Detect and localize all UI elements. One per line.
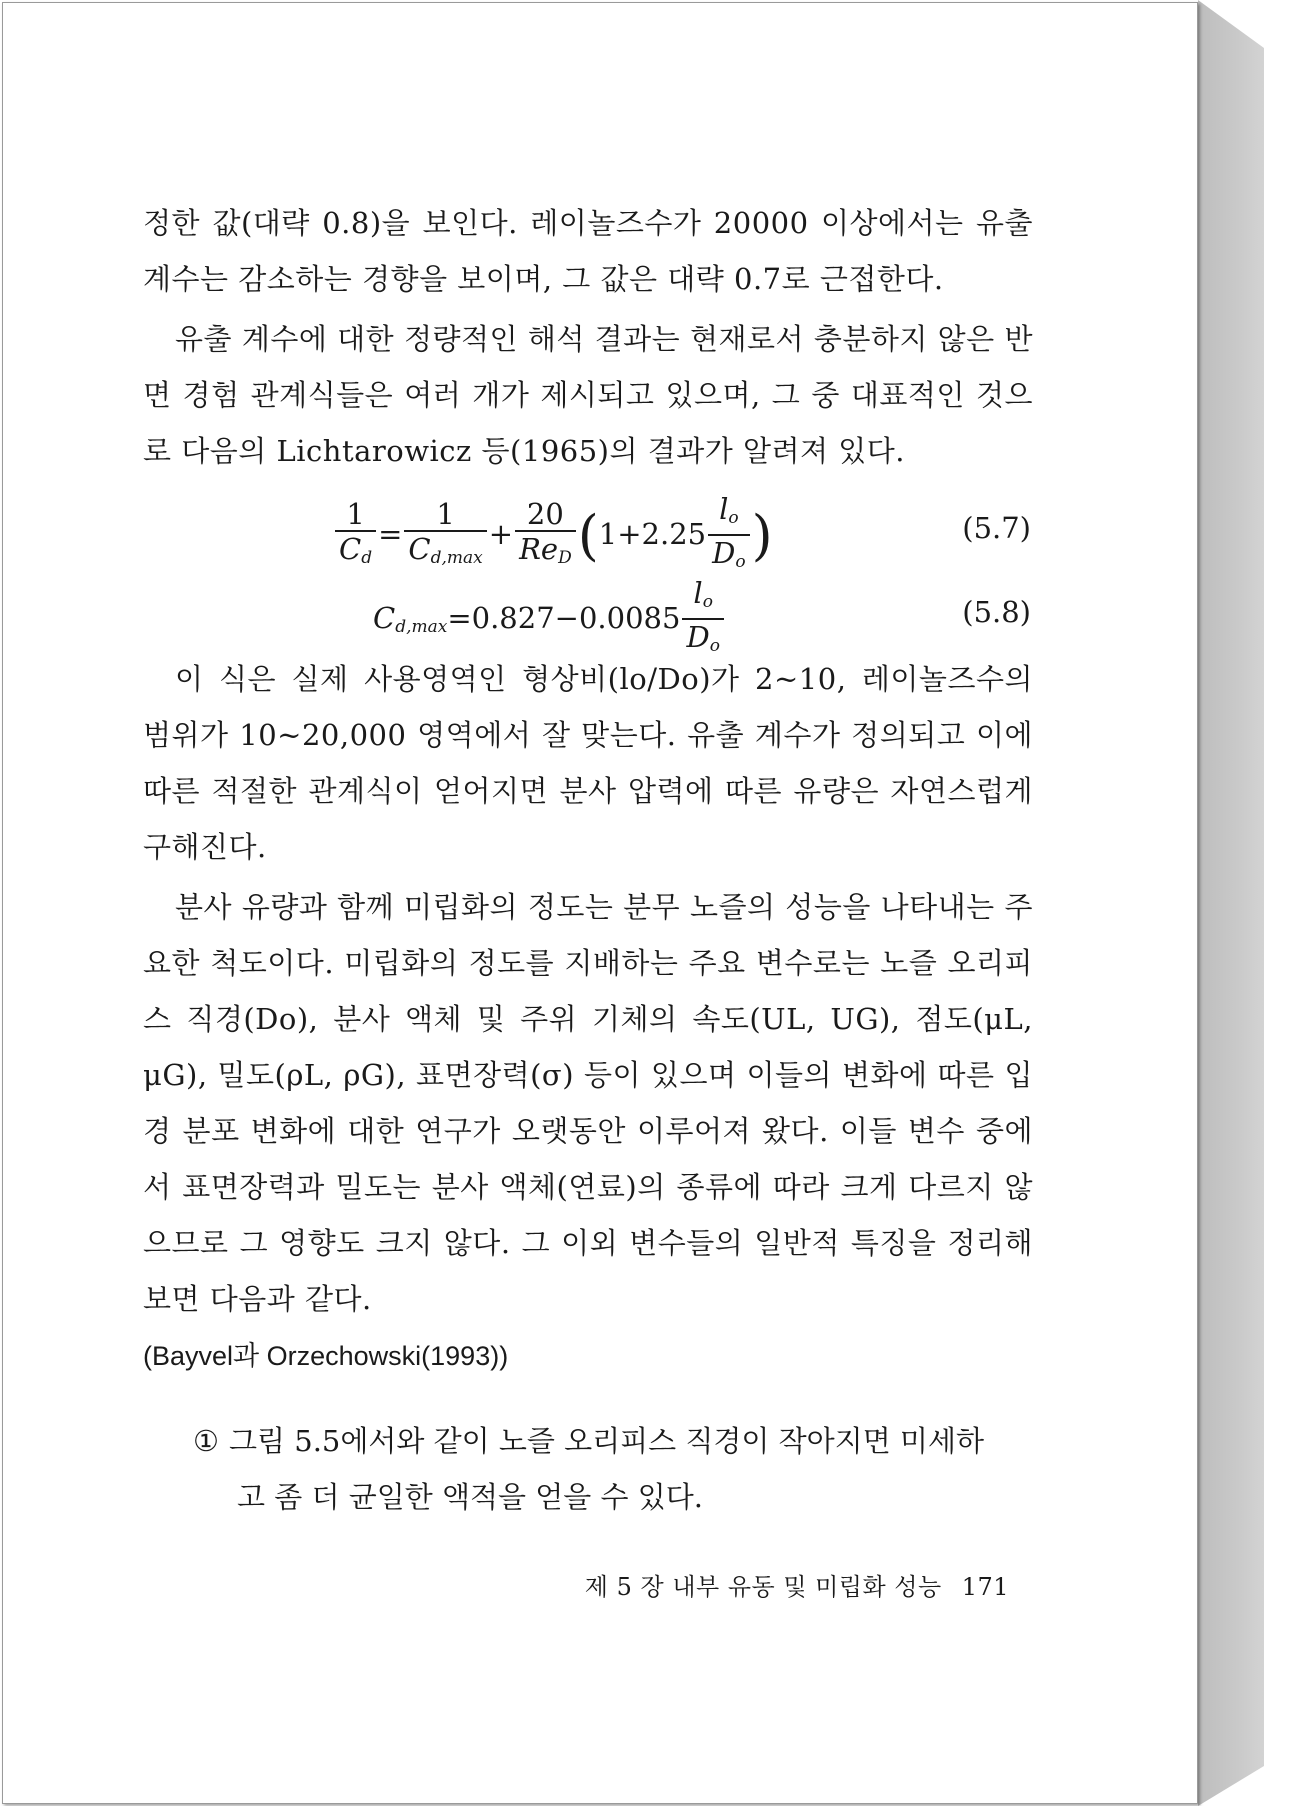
eq1-term1-fraction	[404, 498, 486, 575]
equation-number: (5.8)	[962, 595, 1031, 629]
page-body	[143, 195, 1033, 1381]
eq2-ratio-num-subscript: o	[702, 592, 713, 612]
eq1-inner-expression: 1+2.25	[598, 517, 707, 551]
eq1-term2-numerator: 20	[526, 496, 564, 531]
eq2-ratio-numerator	[682, 577, 724, 618]
eq1-equals: =	[378, 517, 403, 551]
eq1-term2-den-symbol: Re	[519, 531, 559, 566]
running-footer	[553, 1567, 1009, 1602]
chapter-title: 제 5 장 내부 유동 및 미립화 성능	[584, 1573, 942, 1601]
eq2-rhs-expression: =0.827−0.0085	[447, 601, 681, 635]
eq1-term1-numerator: 1	[436, 496, 455, 531]
eq2-ratio-den-symbol: D	[686, 620, 710, 654]
eq1-term1-den-subscript: d,max	[430, 547, 483, 568]
paragraph-3: 이 식은 실제 사용영역인 형상비(lo/Do)가 2~10, 레이놀즈수의 범위가 10~20,000 영역에서 잘 맞는다. 유출 계수가 정의되고 이에 따른 적절한 관계식이 얻어지면 분사 압력에 따른 유량은 자연스럽게 구해진다.	[143, 662, 1033, 864]
list-item-line-1: 그림 5.5에서와 같이 노즐 오리피스 직경이 작아지면 미세하	[229, 1424, 984, 1458]
equation-5-8-body	[373, 577, 726, 663]
eq2-ratio-fraction	[682, 577, 724, 663]
equation-5-8	[143, 567, 1033, 656]
eq1-ratio-num-symbol: l	[719, 492, 729, 526]
eq1-ratio-den-subscript: o	[735, 552, 746, 572]
book-edge-bottom	[1198, 1766, 1264, 1806]
eq1-open-paren: (	[577, 504, 599, 567]
list-item-1	[193, 1413, 1033, 1525]
eq1-ratio-num-subscript: o	[728, 508, 739, 528]
book-page	[2, 2, 1198, 1804]
paragraph-4: 분사 유량과 함께 미립화의 정도는 분무 노즐의 성능을 나타내는 주요한 척도이다. 미립화의 정도를 지배하는 주요 변수로는 노즐 오리피스 직경(Do), 분사 액체 및 주위 기체의 속도(UL, UG), 점도(μL, μG), 밀도(ρL, ρG), 표면장력(σ) 등이 있으며 이들의 변화에 따른 입경 분포 변화에 대한 연구가 오랫동안 이루어져 왔다. 이들 변수 중에서 표면장력과 밀도는 분사 액체(연료)의 종류에 따라 크게 다르지 않으므로 그 영향도 크지 않다. 그 이외 변수들의 일반적 특징을 정리해 보면 다음과 같다.	[143, 890, 1033, 1316]
book-edge	[1198, 0, 1264, 1806]
paragraph-2: 유출 계수에 대한 정량적인 해석 결과는 현재로서 충분하지 않은 반면 경험 관계식들은 여러 개가 제시되고 있으며, 그 중 대표적인 것으로 다음의 Lichtarowicz 등(1965)의 결과가 알려져 있다.	[143, 322, 1033, 468]
eq2-lhs-subscript: d,max	[395, 617, 448, 637]
eq1-term1-den-symbol: C	[408, 531, 431, 566]
eq2-lhs-symbol: C	[373, 601, 396, 635]
eq1-lhs-numerator: 1	[346, 496, 365, 531]
eq1-lhs-fraction	[335, 498, 376, 575]
eq1-lhs-den-subscript: d	[361, 547, 373, 568]
page-number: 171	[961, 1573, 1009, 1601]
reference-citation: (Bayvel과 Orzechowski(1993))	[143, 1341, 509, 1371]
eq1-ratio-numerator	[708, 493, 750, 534]
circled-number-marker: ①	[193, 1424, 219, 1458]
eq2-ratio-denominator	[682, 618, 724, 663]
eq1-plus: +	[488, 517, 514, 551]
equation-number: (5.7)	[962, 511, 1031, 545]
equation-5-7	[143, 483, 1033, 572]
eq1-close-paren: )	[751, 504, 773, 567]
eq2-ratio-den-subscript: o	[709, 636, 720, 656]
eq2-ratio-num-symbol: l	[693, 576, 703, 610]
paragraph-1: 정한 값(대략 0.8)을 보인다. 레이놀즈수가 20000 이상에서는 유출 계수는 감소하는 경향을 보이며, 그 값은 대략 0.7로 근접한다.	[143, 206, 1033, 296]
eq1-ratio-den-symbol: D	[712, 536, 736, 570]
eq1-term2-den-subscript: D	[558, 547, 572, 568]
list-item-line-2: 고 좀 더 균일한 액적을 얻을 수 있다.	[237, 1480, 703, 1514]
eq1-term2-fraction	[515, 498, 576, 575]
book-edge-top	[1198, 0, 1264, 48]
eq1-lhs-den-symbol: C	[339, 531, 362, 566]
